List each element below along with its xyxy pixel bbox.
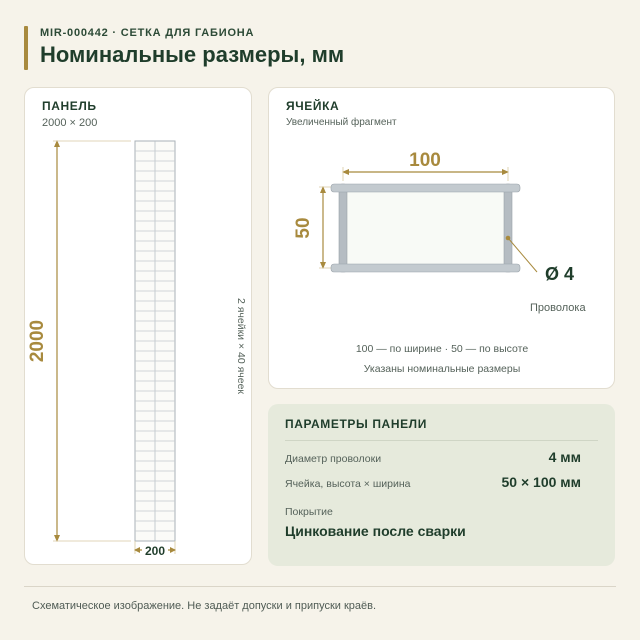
cell-wire-top xyxy=(331,184,520,192)
cell-interior xyxy=(343,192,508,264)
grid-count-label: 2 ячейки × 40 ячеек xyxy=(235,297,247,395)
coating-value: Цинкование после сварки xyxy=(285,523,466,539)
cell-caption-nominal: Указаны номинальные размеры xyxy=(363,363,521,375)
cell-diagram xyxy=(269,88,616,390)
cell-wire-bottom xyxy=(331,264,520,272)
param-value: 4 мм xyxy=(548,449,581,465)
param-row-cell-size xyxy=(285,474,581,490)
panel-card xyxy=(24,87,252,565)
cell-wire-left xyxy=(339,184,347,272)
footer-note: Схематическое изображение. Не задаёт допуски и припуски краёв. xyxy=(32,600,377,612)
params-title: ПАРАМЕТРЫ ПАНЕЛИ xyxy=(285,417,427,431)
param-row-wire-diameter xyxy=(285,449,581,465)
product-sku: MIR-000442 · СЕТКА ДЛЯ ГАБИОНА xyxy=(40,27,255,39)
cell-height-label: 50 xyxy=(293,217,314,239)
height-label: 2000 xyxy=(27,319,48,363)
width-label: 200 xyxy=(144,544,166,558)
param-label: Диаметр проволоки xyxy=(285,453,382,465)
param-value: 50 × 100 мм xyxy=(501,474,581,490)
cell-wire-right xyxy=(504,184,512,272)
params-card xyxy=(268,404,615,566)
cell-width-label: 100 xyxy=(409,150,441,171)
footer-divider xyxy=(24,586,616,587)
cell-caption-dimensions: 100 — по ширине · 50 — по высоте xyxy=(355,343,529,355)
coating-label: Покрытие xyxy=(285,506,333,518)
page-title: Номинальные размеры, мм xyxy=(40,42,345,67)
param-label: Ячейка, высота × ширина xyxy=(285,478,411,490)
cell-title: ЯЧЕЙКА xyxy=(286,99,340,113)
panel-title: ПАНЕЛЬ xyxy=(42,99,97,113)
cell-subtitle: Увеличенный фрагмент xyxy=(286,117,397,128)
wire-label: Проволока xyxy=(530,302,586,314)
panel-diagram xyxy=(25,88,253,566)
panel-subtitle: 2000 × 200 xyxy=(42,117,98,129)
panel-mesh xyxy=(135,141,175,541)
wire-diameter-label: Ø 4 xyxy=(545,264,575,284)
cell-card xyxy=(268,87,615,389)
accent-bar xyxy=(24,26,28,70)
params-divider xyxy=(285,440,598,441)
